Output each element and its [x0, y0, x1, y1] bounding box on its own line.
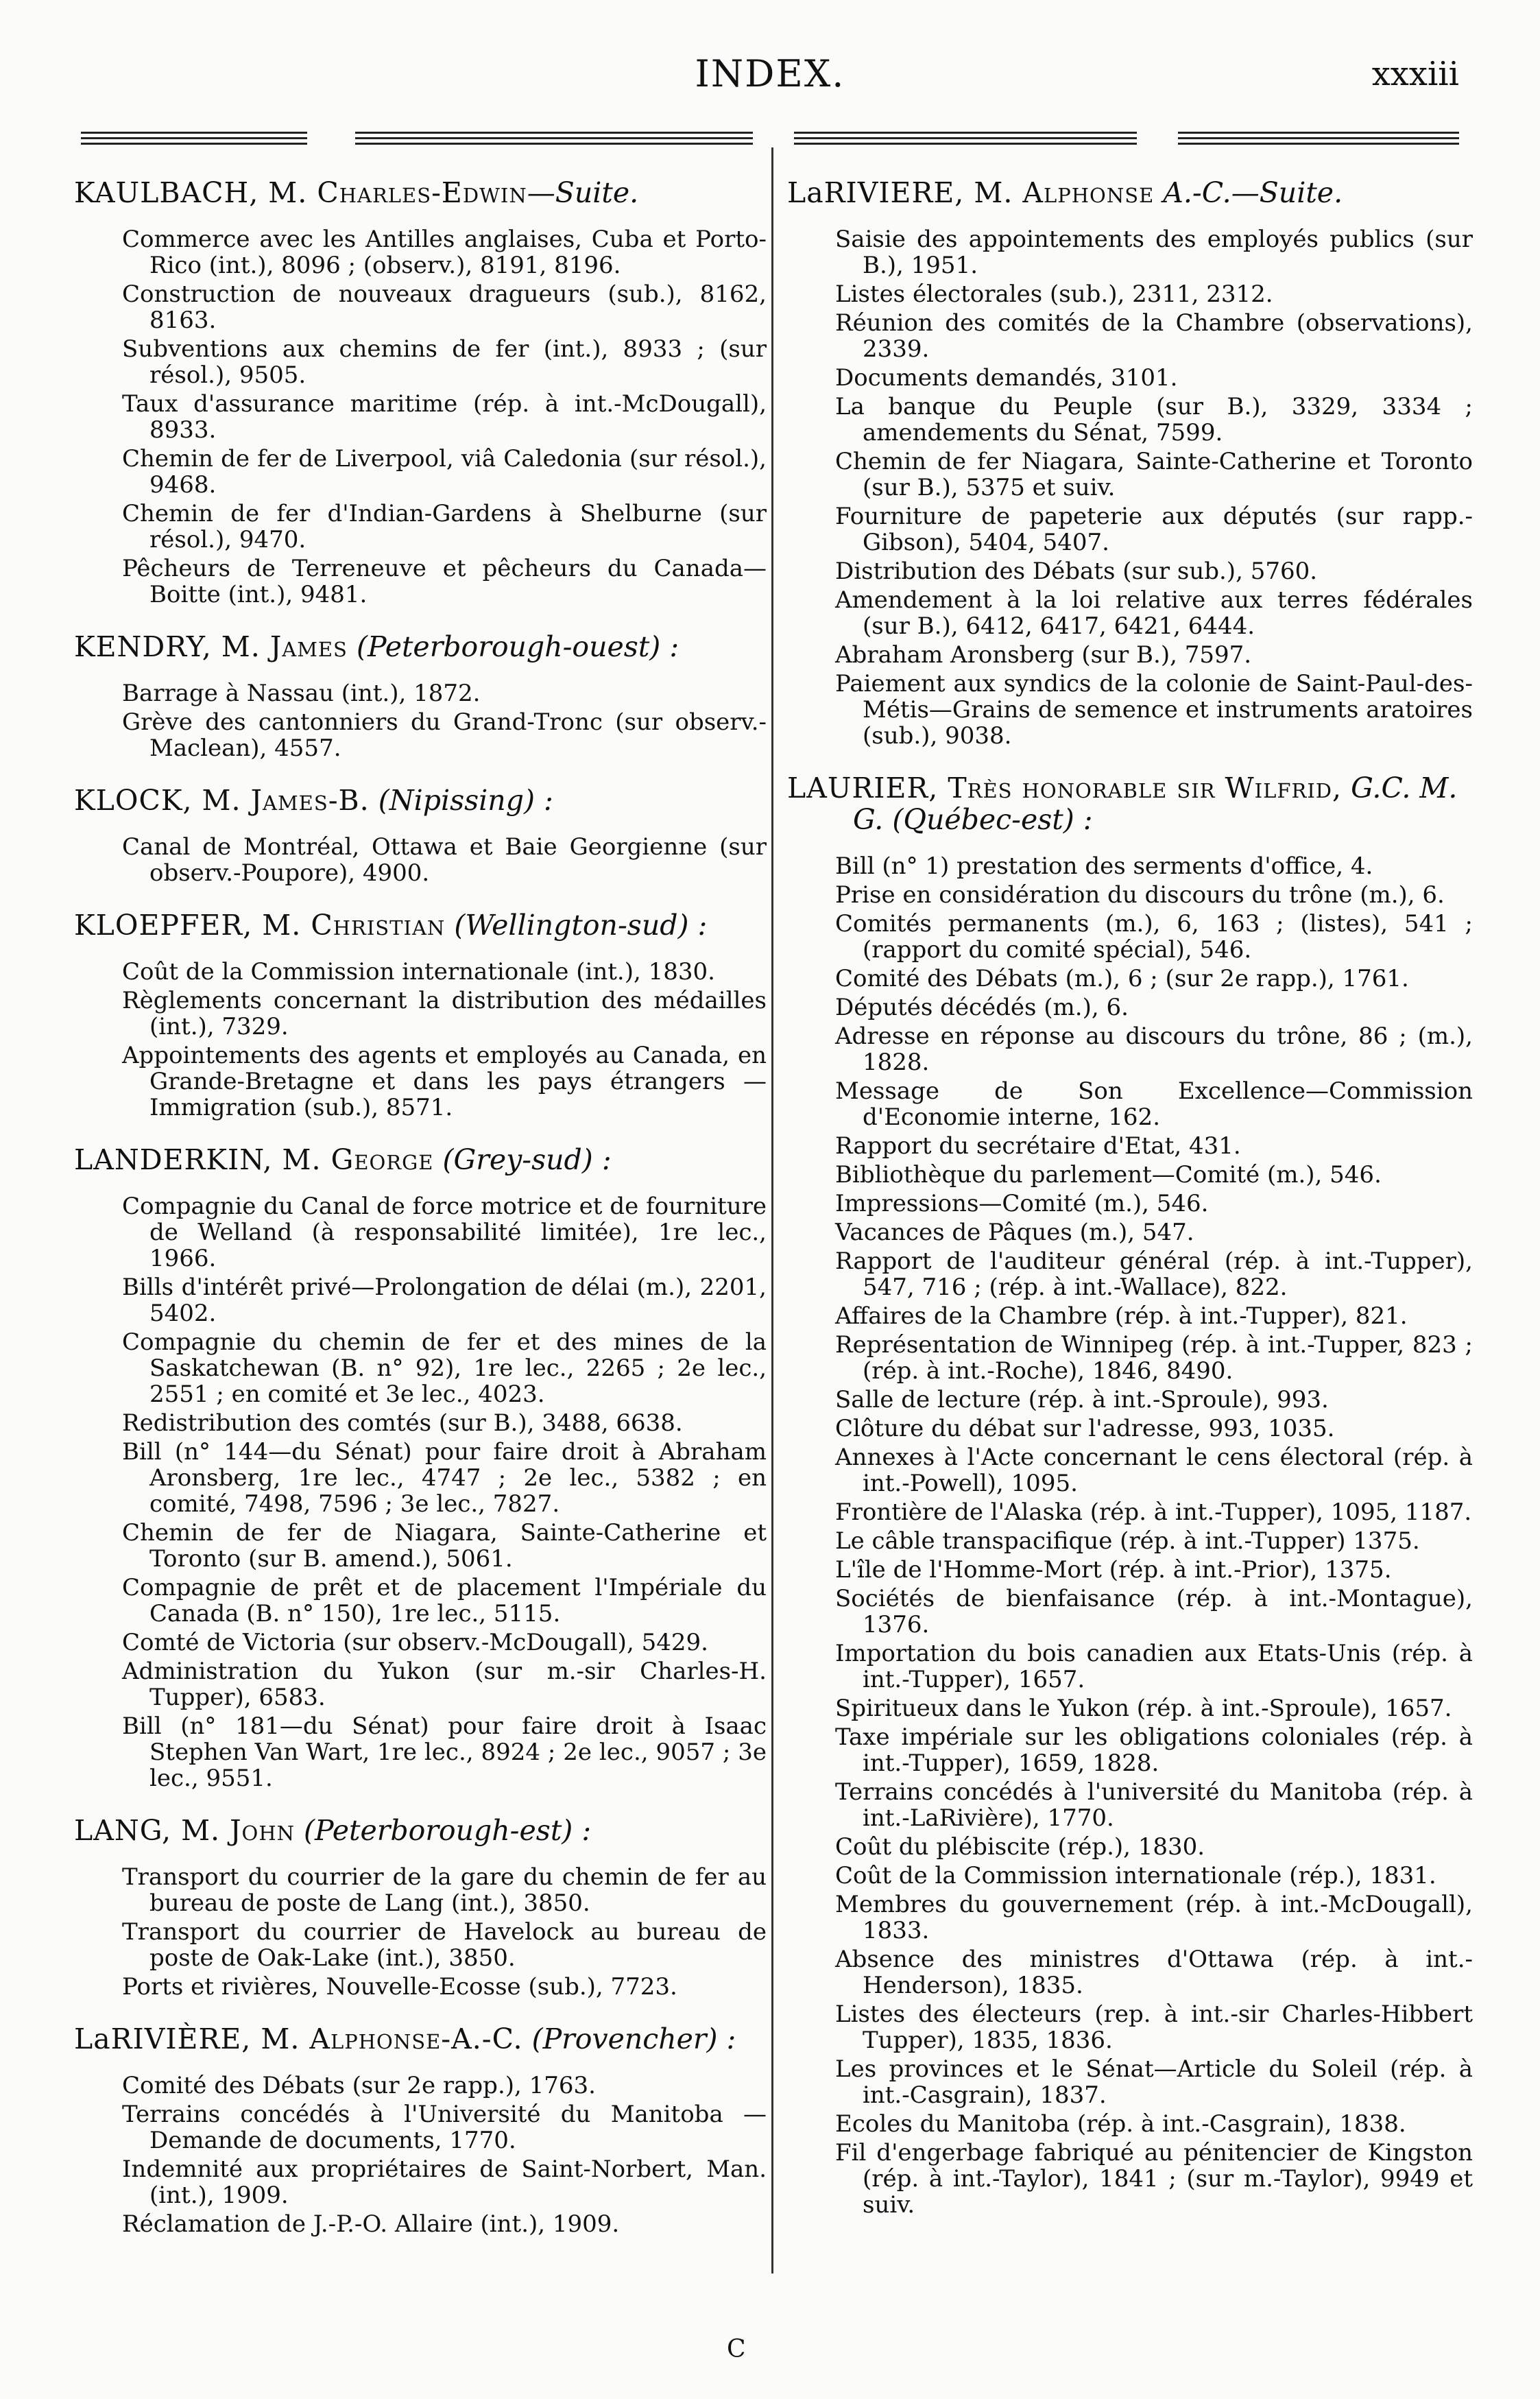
index-item: Coût de la Commission internationale (int.), 1830. — [122, 958, 715, 986]
member-surname: LAURIER, — [787, 772, 948, 804]
member-riding: (Nipissing) : — [369, 784, 553, 817]
member-given-name: George — [330, 1143, 434, 1176]
index-item: Saisie des appointements des employés publics (sur B.), 1951. — [835, 226, 1473, 279]
entry-items — [74, 226, 767, 608]
index-item: Bills d'intérêt privé—Prolongation de délai (m.), 2201, 5402. — [122, 1274, 767, 1327]
index-entry — [787, 772, 1473, 2218]
index-item: Impressions—Comité (m.), 546. — [835, 1190, 1209, 1217]
entry-items — [787, 226, 1473, 749]
member-given-name: John — [230, 1814, 296, 1847]
entry-items — [74, 959, 767, 1121]
index-item: Comités permanents (m.), 6, 163 ; (listes), 541 ; (rapport du comité spécial), 546. — [835, 910, 1473, 964]
index-item: Compagnie de prêt et de placement l'Impériale du Canada (B. n° 150), 1re lec., 5115. — [122, 1574, 767, 1627]
index-item: Chemin de fer de Niagara, Sainte-Catherine et Toronto (sur B. amend.), 5061. — [122, 1519, 767, 1573]
member-riding: (Provencher) : — [522, 2022, 736, 2055]
entry-heading — [787, 772, 1473, 835]
member-given-name: James-B. — [250, 784, 370, 817]
index-item: Terrains concédés à l'université du Manitoba (rép. à int.-LaRivière), 1770. — [835, 1778, 1473, 1832]
member-surname: KLOCK, M. — [74, 784, 251, 817]
index-item: Affaires de la Chambre (rép. à int.-Tupper), 821. — [835, 1302, 1408, 1330]
index-item: Comité des Débats (sur 2e rapp.), 1763. — [122, 2072, 596, 2099]
index-item: Transport du courrier de la gare du chemin de fer au bureau de poste de Lang (int.), 3850. — [122, 1863, 767, 1917]
entry-heading — [74, 909, 767, 941]
member-surname: KENDRY, M. — [74, 630, 270, 663]
index-item: Frontière de l'Alaska (rép. à int.-Tupper), 1095, 1187. — [835, 1499, 1472, 1526]
index-item: Administration du Yukon (sur m.-sir Charles-H. Tupper), 6583. — [122, 1658, 767, 1711]
index-item: Compagnie du Canal de force motrice et de fourniture de Welland (à responsabilité limitée), 1re lec., 1966. — [122, 1193, 767, 1272]
index-entry — [74, 1144, 767, 1791]
column-divider — [771, 147, 773, 2273]
entry-items — [74, 1193, 767, 1791]
index-item: Comté de Victoria (sur observ.-McDougall), 5429. — [122, 1629, 708, 1656]
index-item: Compagnie du chemin de fer et des mines de la Saskatchewan (B. n° 92), 1re lec., 2265 ; 2e lec., 2551 ; en comité et 3e lec., 4023. — [122, 1328, 767, 1408]
index-item: Règlements concernant la distribution des médailles (int.), 7329. — [122, 987, 767, 1040]
index-item: Barrage à Nassau (int.), 1872. — [122, 680, 481, 707]
index-item: Rapport du secrétaire d'Etat, 431. — [835, 1132, 1241, 1160]
index-entry — [74, 2023, 767, 2237]
member-riding: A.-C.—Suite. — [1154, 176, 1343, 209]
index-item: Indemnité aux propriétaires de Saint-Norbert, Man. (int.), 1909. — [122, 2156, 767, 2209]
left-column — [74, 177, 767, 2260]
index-item: Spiritueux dans le Yukon (rép. à int.-Sproule), 1657. — [835, 1695, 1452, 1722]
right-column — [787, 177, 1473, 2241]
member-riding: G.C. M. G. (Québec-est) : — [853, 772, 1458, 836]
index-entry — [74, 177, 767, 608]
index-item: Pêcheurs de Terreneuve et pêcheurs du Canada—Boitte (int.), 9481. — [122, 555, 767, 608]
entry-heading — [74, 177, 767, 208]
index-item: Bill (n° 181—du Sénat) pour faire droit à Isaac Stephen Van Wart, 1re lec., 8924 ; 2e lec., 9057 ; 3e lec., 9551. — [122, 1712, 767, 1792]
index-item: Message de Son Excellence—Commission d'Economie interne, 162. — [835, 1077, 1473, 1131]
index-item: Absence des ministres d'Ottawa (rép. à int.-Henderson), 1835. — [835, 1946, 1473, 1999]
index-entry — [74, 631, 767, 761]
member-given-name: Charles-Edwin — [317, 176, 527, 209]
member-given-name: Christian — [311, 909, 446, 942]
index-item: Commerce avec les Antilles anglaises, Cuba et Porto-Rico (int.), 8096 ; (observ.), 8191, 8196. — [122, 226, 767, 279]
index-item: Grève des cantonniers du Grand-Tronc (sur observ.-Maclean), 4557. — [122, 708, 767, 762]
index-entry — [74, 1815, 767, 2000]
index-item: Documents demandés, 3101. — [835, 364, 1178, 392]
index-item: Fil d'engerbage fabriqué au pénitencier de Kingston (rép. à int.-Taylor), 1841 ; (sur m.-Taylor), 9949 et suiv. — [835, 2139, 1473, 2219]
index-item: Coût du plébiscite (rép.), 1830. — [835, 1833, 1205, 1861]
index-item: Terrains concédés à l'Université du Manitoba —Demande de documents, 1770. — [122, 2101, 767, 2154]
index-item: Bibliothèque du parlement—Comité (m.), 546. — [835, 1161, 1382, 1189]
index-item: Sociétés de bienfaisance (rép. à int.-Montague), 1376. — [835, 1585, 1473, 1638]
index-item: Adresse en réponse au discours du trône, 86 ; (m.), 1828. — [835, 1023, 1473, 1076]
index-item: Appointements des agents et employés au Canada, en Grande-Bretagne et dans les pays étrangers —Immigration (sub.), 8571. — [122, 1042, 767, 1121]
index-item: Taxe impériale sur les obligations coloniales (rép. à int.-Tupper), 1659, 1828. — [835, 1723, 1473, 1777]
index-item: Clôture du débat sur l'adresse, 993, 1035. — [835, 1415, 1335, 1442]
member-surname: LaRIVIERE, M. — [787, 176, 1023, 209]
index-entry — [74, 785, 767, 886]
header-rules — [81, 130, 1459, 151]
member-given-name: Très honorable sir Wilfrid, — [948, 772, 1343, 804]
entry-heading — [74, 785, 767, 816]
member-surname: LANDERKIN, M. — [74, 1143, 331, 1176]
index-item: Listes électorales (sub.), 2311, 2312. — [835, 281, 1273, 308]
member-riding: —Suite. — [527, 176, 639, 209]
entry-heading — [74, 631, 767, 663]
index-item: Vacances de Pâques (m.), 547. — [835, 1219, 1194, 1246]
page-number: xxxiii — [1371, 55, 1459, 93]
entry-items — [74, 680, 767, 761]
index-item: Annexes à l'Acte concernant le cens électoral (rép. à int.-Powell), 1095. — [835, 1444, 1473, 1497]
index-item: Réclamation de J.-P.-O. Allaire (int.), 1909. — [122, 2210, 620, 2238]
index-item: Subventions aux chemins de fer (int.), 8933 ; (sur résol.), 9505. — [122, 335, 767, 389]
member-given-name: James — [269, 630, 348, 663]
member-riding: (Peterborough-ouest) : — [347, 630, 679, 663]
running-head — [0, 52, 1540, 107]
member-surname: KLOEPFER, M. — [74, 909, 311, 942]
entry-heading — [74, 1815, 767, 1846]
index-item: Prise en considération du discours du trône (m.), 6. — [835, 881, 1445, 909]
index-item: Chemin de fer d'Indian-Gardens à Shelburne (sur résol.), 9470. — [122, 500, 767, 553]
index-item: Bill (n° 144—du Sénat) pour faire droit à Abraham Aronsberg, 1re lec., 4747 ; 2e lec., 5382 ; en comité, 7498, 7596 ; 3e lec., 7827. — [122, 1438, 767, 1518]
entry-heading — [787, 177, 1473, 208]
member-surname: LaRIVIÈRE, M. — [74, 2022, 310, 2055]
member-surname: KAULBACH, M. — [74, 176, 317, 209]
index-item: Taux d'assurance maritime (rép. à int.-McDougall), 8933. — [122, 390, 767, 444]
entry-items — [74, 1864, 767, 2000]
index-item: Redistribution des comtés (sur B.), 3488, 6638. — [122, 1409, 683, 1437]
index-item: Coût de la Commission internationale (rép.), 1831. — [835, 1862, 1436, 1889]
signature-mark: C — [727, 2335, 746, 2363]
entry-items — [787, 853, 1473, 2218]
index-item: Canal de Montréal, Ottawa et Baie Georgienne (sur observ.-Poupore), 4900. — [122, 833, 767, 887]
index-item: Fourniture de papeterie aux députés (sur rapp.-Gibson), 5404, 5407. — [835, 503, 1473, 556]
member-surname: LANG, M. — [74, 1814, 230, 1847]
member-given-name: Alphonse-A.-C. — [309, 2022, 523, 2055]
index-item: Distribution des Débats (sur sub.), 5760. — [835, 558, 1318, 585]
index-item: Importation du bois canadien aux Etats-Unis (rép. à int.-Tupper), 1657. — [835, 1640, 1473, 1693]
index-item: Bill (n° 1) prestation des serments d'office, 4. — [835, 852, 1373, 880]
index-item: Réunion des comités de la Chambre (observations), 2339. — [835, 309, 1473, 363]
index-item: Chemin de fer de Liverpool, viâ Caledonia (sur résol.), 9468. — [122, 445, 767, 499]
index-item: Comité des Débats (m.), 6 ; (sur 2e rapp.), 1761. — [835, 965, 1409, 992]
index-item: Transport du courrier de Havelock au bureau de poste de Oak-Lake (int.), 3850. — [122, 1918, 767, 1972]
index-item: Rapport de l'auditeur général (rép. à int.-Tupper), 547, 716 ; (rép. à int.-Wallace), 822. — [835, 1248, 1473, 1301]
entry-heading — [74, 1144, 767, 1175]
index-entry — [74, 909, 767, 1121]
index-item: Salle de lecture (rép. à int.-Sproule), 993. — [835, 1386, 1329, 1413]
member-riding: (Wellington-sud) : — [445, 909, 708, 942]
page-title: INDEX. — [695, 52, 845, 95]
index-item: Listes des électeurs (rep. à int.-sir Charles-Hibbert Tupper), 1835, 1836. — [835, 2001, 1473, 2054]
index-item: Ecoles du Manitoba (rép. à int.-Casgrain), 1838. — [835, 2110, 1406, 2138]
member-riding: (Grey-sud) : — [433, 1143, 612, 1176]
entry-heading — [74, 2023, 767, 2055]
index-item: Abraham Aronsberg (sur B.), 7597. — [835, 641, 1252, 669]
index-item: Le câble transpacifique (rép. à int.-Tupper) 1375. — [835, 1527, 1420, 1555]
index-item: Amendement à la loi relative aux terres fédérales (sur B.), 6412, 6417, 6421, 6444. — [835, 586, 1473, 640]
entry-items — [74, 2073, 767, 2237]
entry-items — [74, 834, 767, 886]
index-item: Paiement aux syndics de la colonie de Saint-Paul-des-Métis—Grains de semence et instruments aratoires (sub.), 9038. — [835, 670, 1473, 750]
index-item: Construction de nouveaux dragueurs (sub.), 8162, 8163. — [122, 281, 767, 334]
index-item: Ports et rivières, Nouvelle-Ecosse (sub.), 7723. — [122, 1973, 677, 2001]
index-item: Représentation de Winnipeg (rép. à int.-Tupper, 823 ; (rép. à int.-Roche), 1846, 8490. — [835, 1331, 1473, 1385]
index-item: Membres du gouvernement (rép. à int.-McDougall), 1833. — [835, 1891, 1473, 1944]
index-item: La banque du Peuple (sur B.), 3329, 3334 ; amendements du Sénat, 7599. — [835, 393, 1473, 446]
index-entry — [787, 177, 1473, 749]
member-riding: (Peterborough-est) : — [295, 1814, 592, 1847]
index-item: Députés décédés (m.), 6. — [835, 994, 1129, 1021]
member-given-name: Alphonse — [1022, 176, 1155, 209]
index-item: L'île de l'Homme-Mort (rép. à int.-Prior), 1375. — [835, 1556, 1392, 1584]
index-item: Chemin de fer Niagara, Sainte-Catherine et Toronto (sur B.), 5375 et suiv. — [835, 448, 1473, 501]
index-item: Les provinces et le Sénat—Article du Soleil (rép. à int.-Casgrain), 1837. — [835, 2055, 1473, 2109]
